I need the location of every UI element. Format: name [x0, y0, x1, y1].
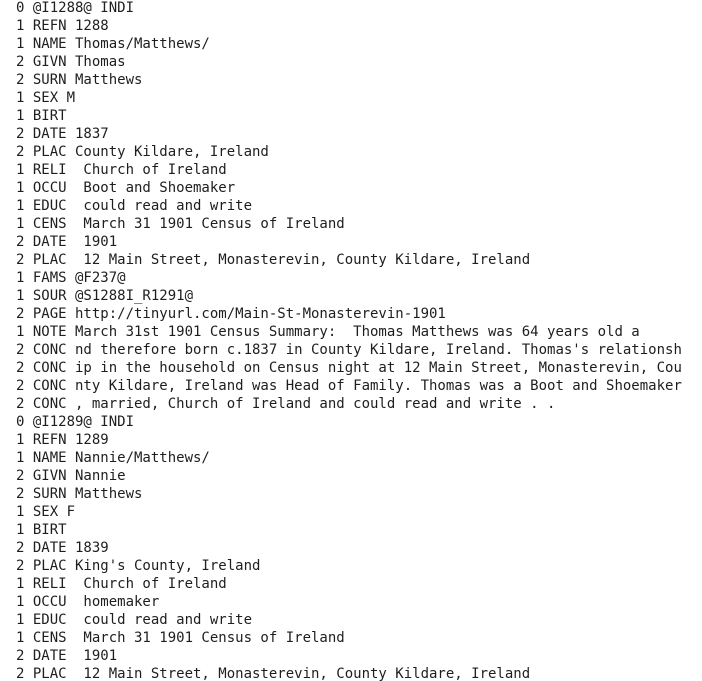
text-line: 1 BIRT — [16, 522, 67, 538]
text-line: 1 NAME Thomas/Matthews/ — [16, 36, 210, 52]
text-line: 1 EDUC could read and write — [16, 612, 253, 628]
text-line: 2 GIVN Nannie — [16, 468, 126, 484]
text-line: 2 PLAC 12 Main Street, Monasterevin, County Kildare, Ireland — [16, 252, 531, 268]
text-line: 2 PLAC King's County, Ireland — [16, 558, 261, 574]
text-line: 1 SEX F — [16, 504, 76, 520]
text-line: 1 FAMS @F237@ — [16, 270, 126, 286]
text-line: 2 DATE 1901 — [16, 648, 118, 664]
text-line: 1 OCCU Boot and Shoemaker — [16, 180, 236, 196]
text-line: 2 PLAC County Kildare, Ireland — [16, 144, 269, 160]
gedcom-text — [16, 0, 682, 681]
text-line: 1 RELI Church of Ireland — [16, 162, 227, 178]
text-line: 1 BIRT — [16, 108, 67, 124]
text-line: 1 OCCU homemaker — [16, 594, 160, 610]
text-line: 1 NAME Nannie/Matthews/ — [16, 450, 210, 466]
text-line: 2 DATE 1901 — [16, 234, 118, 250]
text-line: 2 DATE 1839 — [16, 540, 109, 556]
text-line: 1 REFN 1289 — [16, 432, 109, 448]
text-line: 2 CONC nty Kildare, Ireland was Head of Family. Thomas was a Boot and Shoemaker — [16, 378, 682, 394]
text-line: 1 NOTE March 31st 1901 Census Summary: Thomas Matthews was 64 years old a — [16, 324, 640, 340]
text-line: 2 CONC ip in the household on Census night at 12 Main Street, Monasterevin, Cou — [16, 360, 682, 376]
text-line: 1 EDUC could read and write — [16, 198, 253, 214]
text-line: 2 GIVN Thomas — [16, 54, 126, 70]
text-line: 2 DATE 1837 — [16, 126, 109, 142]
text-line: 1 REFN 1288 — [16, 18, 109, 34]
text-line: 1 RELI Church of Ireland — [16, 576, 227, 592]
text-line: 2 CONC nd therefore born c.1837 in County Kildare, Ireland. Thomas's relationsh — [16, 342, 682, 358]
text-line: 2 PAGE http://tinyurl.com/Main-St-Monasterevin-1901 — [16, 306, 446, 322]
text-line: 1 CENS March 31 1901 Census of Ireland — [16, 216, 345, 232]
text-line: 1 CENS March 31 1901 Census of Ireland — [16, 630, 345, 646]
text-line: 2 CONC , married, Church of Ireland and could read and write . . — [16, 396, 556, 412]
text-line: 2 SURN Matthews — [16, 72, 143, 88]
text-line: 1 SEX M — [16, 90, 76, 106]
text-line: 0 @I1289@ INDI — [16, 414, 135, 430]
text-line: 2 PLAC 12 Main Street, Monasterevin, County Kildare, Ireland — [16, 666, 531, 681]
text-line: 1 SOUR @S1288I_R1291@ — [16, 288, 194, 304]
text-line: 2 SURN Matthews — [16, 486, 143, 502]
text-line: 0 @I1288@ INDI — [16, 0, 135, 16]
